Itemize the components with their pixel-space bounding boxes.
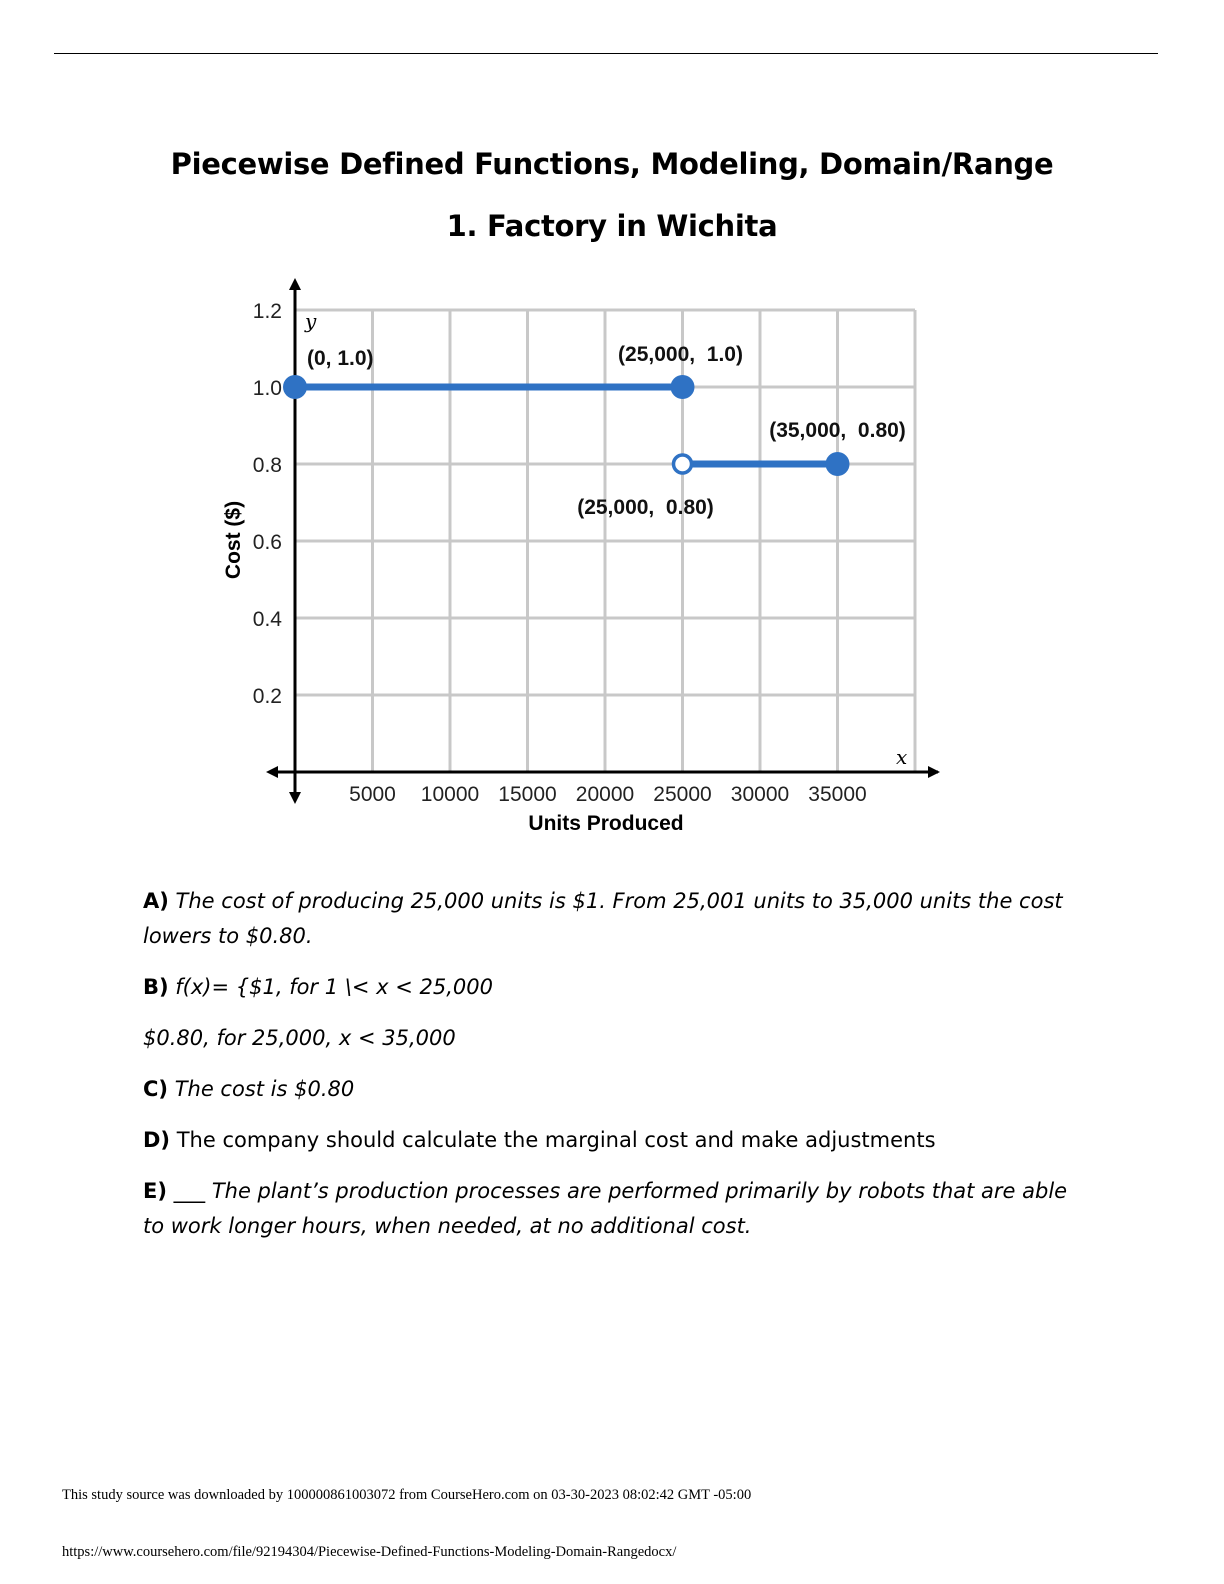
y-tick-label: 0.6	[252, 531, 282, 554]
y-tick-label: 0.4	[252, 608, 282, 631]
y-tick-label: 1.0	[252, 377, 282, 400]
x-tick-labels	[349, 783, 867, 806]
x-tick-label: 25000	[653, 783, 712, 806]
open-point	[674, 455, 692, 473]
answers	[143, 884, 1083, 1260]
y-tick-label: 0.8	[252, 454, 282, 477]
problem-title: 1. Factory in Wichita	[446, 209, 778, 243]
point-annotation: (25,000, 0.80)	[577, 496, 714, 519]
y-axis-label: Cost ($)	[222, 500, 245, 580]
answer-e: E) ___ The plant’s production processes are performed primarily by robots that are able to work longer hours, when needed, at no additional cost.	[143, 1179, 1068, 1238]
x-axis-symbol: x	[896, 745, 908, 769]
answer-c: C) The cost is $0.80	[143, 1077, 355, 1101]
answer-b-second-line: $0.80, for 25,000, x < 35,000	[143, 1026, 456, 1050]
y-axis-arrow-down	[289, 792, 301, 804]
point-annotation: (35,000, 0.80)	[769, 419, 906, 442]
page-title: Piecewise Defined Functions, Modeling, Domain/Range	[170, 147, 1054, 181]
footer-source-note: This study source was downloaded by 100000861003072 from CourseHero.com on 03-30-2023 08:02:42 GMT -05:00	[62, 1487, 752, 1503]
closed-point	[671, 375, 695, 399]
closed-point	[283, 375, 307, 399]
point-annotation: (0, 1.0)	[307, 347, 374, 370]
y-tick-label: 0.2	[252, 685, 282, 708]
closed-point	[826, 452, 850, 476]
answer-a: A) The cost of producing 25,000 units is $1. From 25,001 units to 35,000 units the cost lowers to $0.80.	[143, 889, 1063, 948]
x-tick-label: 35000	[808, 783, 867, 806]
x-tick-label: 5000	[349, 783, 396, 806]
x-axis-arrow-right	[928, 766, 940, 778]
y-axis-symbol: y	[305, 309, 317, 333]
y-tick-labels	[253, 300, 283, 708]
x-tick-label: 15000	[498, 783, 557, 806]
chart-series	[283, 375, 850, 476]
x-axis-arrow-left	[266, 766, 278, 778]
footer-url: https://www.coursehero.com/file/92194304/Piecewise-Defined-Functions-Modeling-Domain-Rangedocx/	[62, 1544, 677, 1560]
x-tick-label: 30000	[730, 783, 790, 806]
cost-chart	[210, 270, 970, 850]
top-rule	[54, 53, 1158, 54]
point-annotation: (25,000, 1.0)	[618, 343, 743, 366]
x-tick-label: 20000	[575, 783, 635, 806]
answer-d: D) The company should calculate the marginal cost and make adjustments	[143, 1128, 936, 1152]
x-tick-label: 10000	[420, 783, 480, 806]
x-axis-label: Units Produced	[528, 812, 684, 835]
y-tick-label: 1.2	[252, 300, 282, 323]
y-axis-arrow-up	[289, 278, 301, 290]
chart-grid	[295, 310, 915, 772]
answer-b: B) f(x)= {$1, for 1 \< x < 25,000	[143, 975, 493, 999]
